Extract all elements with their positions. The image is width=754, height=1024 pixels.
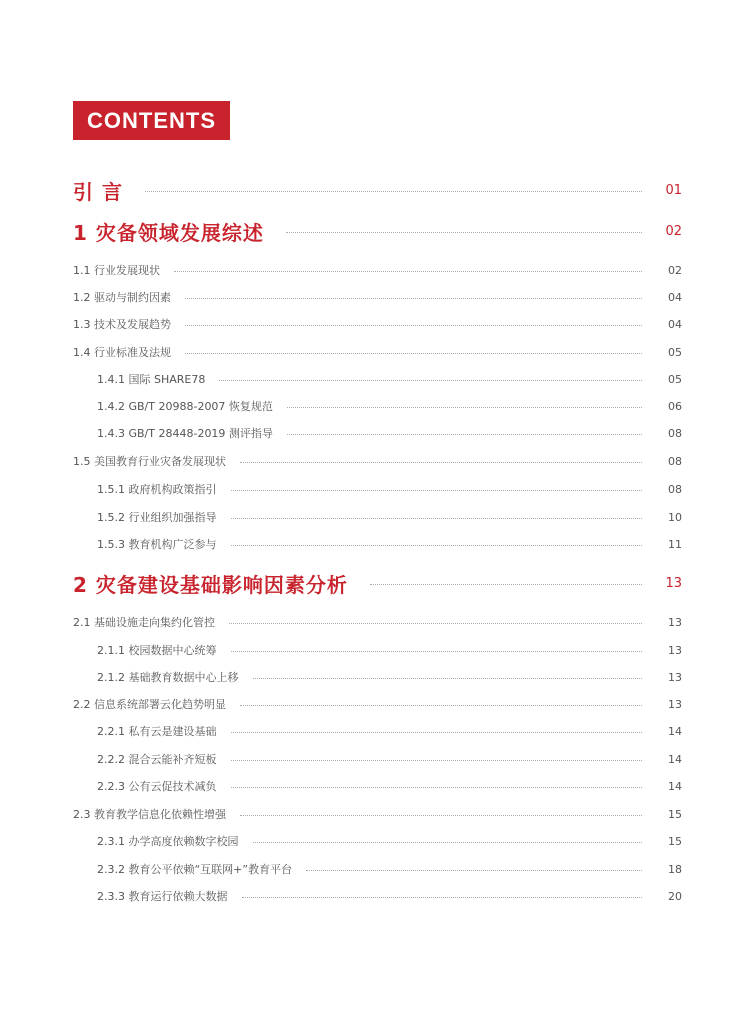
toc-entry[interactable]	[0, 696, 754, 712]
toc-entry-label: 1.4.1 国际 SHARE78	[97, 373, 206, 386]
dot-leader	[231, 760, 643, 761]
toc-entry-label: 1.5 美国教育行业灾备发展现状	[73, 455, 226, 468]
toc-page-number: 13	[668, 670, 682, 684]
toc-entry[interactable]	[0, 453, 754, 469]
toc-page-number: 13	[668, 643, 682, 657]
dot-leader	[174, 271, 642, 272]
dot-leader	[240, 815, 642, 816]
toc-entry-label: 2.2.3 公有云促技术减负	[97, 780, 217, 793]
toc-entry-label: 引 言	[73, 179, 123, 204]
toc-page-number: 05	[668, 345, 682, 359]
dot-leader	[185, 298, 642, 299]
dot-leader	[185, 353, 642, 354]
dot-leader	[306, 870, 642, 871]
dot-leader	[231, 545, 643, 546]
toc-entry-label: 1.5.3 教育机构广泛参与	[97, 538, 217, 551]
toc-chapter[interactable]	[0, 177, 754, 203]
dot-leader	[145, 191, 642, 192]
toc-page-number: 11	[668, 537, 682, 551]
toc-entry[interactable]	[0, 778, 754, 794]
dot-leader	[229, 623, 642, 624]
dot-leader	[287, 434, 642, 435]
toc-entry[interactable]	[0, 614, 754, 630]
toc-entry-label: 2.1.2 基础教育数据中心上移	[97, 671, 239, 684]
toc-entry-label: 1.4.3 GB/T 28448-2019 测评指导	[97, 427, 273, 440]
toc-page-number: 04	[668, 317, 682, 331]
toc-page-number: 15	[668, 834, 682, 848]
dot-leader	[253, 842, 643, 843]
toc-entry-label: 2 灾备建设基础影响因素分析	[73, 572, 348, 597]
toc-entry-label: 1.4.2 GB/T 20988-2007 恢复规范	[97, 400, 273, 413]
toc-entry-label: 1.2 驱动与制约因素	[73, 291, 171, 304]
toc-entry[interactable]	[0, 536, 754, 552]
toc-entry-label: 2.3.2 教育公平依赖“互联网+”教育平台	[97, 863, 293, 876]
toc-page-number: 05	[668, 372, 682, 386]
dot-leader	[240, 462, 642, 463]
toc-entry[interactable]	[0, 861, 754, 877]
dot-leader	[231, 518, 643, 519]
toc-chapter[interactable]	[0, 570, 754, 596]
dot-leader	[185, 325, 642, 326]
toc-entry-label: 1 灾备领域发展综述	[73, 220, 264, 245]
toc-entry-label: 1.4 行业标准及法规	[73, 346, 171, 359]
toc-entry[interactable]	[0, 481, 754, 497]
toc-entry-label: 2.2.1 私有云是建设基础	[97, 725, 217, 738]
toc-page-number: 08	[668, 426, 682, 440]
toc-entry-label: 2.2.2 混合云能补齐短板	[97, 753, 217, 766]
dot-leader	[231, 651, 643, 652]
dot-leader	[219, 380, 642, 381]
toc-entry-label: 1.3 技术及发展趋势	[73, 318, 171, 331]
toc-entry-label: 2.3.1 办学高度依赖数字校园	[97, 835, 239, 848]
toc-page-number: 02	[665, 223, 682, 239]
toc-entry[interactable]	[0, 425, 754, 441]
toc-page-number: 20	[668, 889, 682, 903]
toc-entry[interactable]	[0, 806, 754, 822]
toc-page-number: 14	[668, 724, 682, 738]
dot-leader	[370, 584, 642, 585]
toc-entry[interactable]	[0, 316, 754, 332]
toc-entry[interactable]	[0, 262, 754, 278]
toc-page-number: 13	[668, 697, 682, 711]
toc-entry[interactable]	[0, 888, 754, 904]
toc-entry-label: 2.1.1 校园数据中心统筹	[97, 644, 217, 657]
toc-entry[interactable]	[0, 509, 754, 525]
toc-page-number: 18	[668, 862, 682, 876]
toc-entry-label: 1.5.1 政府机构政策指引	[97, 483, 217, 496]
toc-page-number: 10	[668, 510, 682, 524]
toc-page-number: 14	[668, 779, 682, 793]
dot-leader	[231, 787, 643, 788]
toc-page-number: 13	[668, 615, 682, 629]
toc-entry[interactable]	[0, 642, 754, 658]
dot-leader	[231, 732, 643, 733]
dot-leader	[240, 705, 642, 706]
toc-page-number: 08	[668, 454, 682, 468]
toc-entry-label: 1.1 行业发展现状	[73, 264, 160, 277]
dot-leader	[231, 490, 643, 491]
toc-entry-label: 1.5.2 行业组织加强指导	[97, 511, 217, 524]
toc-entry[interactable]	[0, 751, 754, 767]
toc-page-number: 01	[665, 182, 682, 198]
toc-entry[interactable]	[0, 833, 754, 849]
toc-entry[interactable]	[0, 289, 754, 305]
toc-entry[interactable]	[0, 723, 754, 739]
toc-page-number: 06	[668, 399, 682, 413]
toc-entry[interactable]	[0, 371, 754, 387]
toc-entry-label: 2.1 基础设施走向集约化管控	[73, 616, 215, 629]
toc-entry-label: 2.2 信息系统部署云化趋势明显	[73, 698, 226, 711]
toc-entry[interactable]	[0, 344, 754, 360]
toc-page-number: 08	[668, 482, 682, 496]
dot-leader	[253, 678, 643, 679]
toc-entry[interactable]	[0, 669, 754, 685]
toc-page-number: 13	[665, 575, 682, 591]
dot-leader	[287, 407, 642, 408]
toc-page-number: 15	[668, 807, 682, 821]
toc-page-number: 04	[668, 290, 682, 304]
toc-entry[interactable]	[0, 398, 754, 414]
dot-leader	[242, 897, 643, 898]
contents-badge: CONTENTS	[73, 101, 230, 140]
toc-chapter[interactable]	[0, 218, 754, 244]
dot-leader	[286, 232, 642, 233]
toc-entry-label: 2.3.3 教育运行依赖大数据	[97, 890, 228, 903]
toc-entry-label: 2.3 教育教学信息化依赖性增强	[73, 808, 226, 821]
toc-page-number: 14	[668, 752, 682, 766]
toc-page-number: 02	[668, 263, 682, 277]
